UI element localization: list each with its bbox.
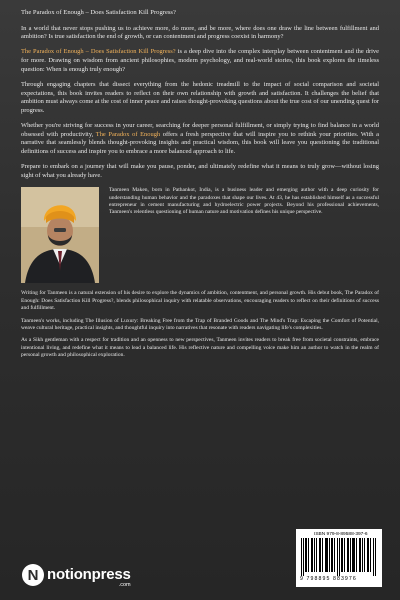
author-bio: Tanmeen Maken, born in Pathankot, India, is a business leader and emerging author with a deep curiosity for understanding human behavior and the paradoxes that shape our lives. At 43, he has established himself as a successful entrepreneur in cement manufacturing and hydroelectric power projects. Beyond his professional achievements, Tanmeen's relentless questioning of human nature and motivation defines his unique perspective.	[109, 187, 379, 216]
author-identity-paragraph: As a Sikh gentleman with a respect for tradition and an openness to new perspectives, Tanmeen invites readers to break free from societal constraints, embrace intentional living, and redefine what it means to lead a balanced life. His reflective nature and compelling voice make him an author to watch in the realm of personal growth and philosophical exploration.	[21, 337, 379, 358]
barcode-digits: 9 798895 883976	[300, 576, 357, 582]
closing-paragraph: Prepare to embark on a journey that will make you pause, ponder, and ultimately redefine what it means to truly grow—without losing sight of what you already have.	[21, 163, 379, 179]
isbn-number: ISBN 979-8-89588-397-6	[314, 532, 368, 537]
summary-paragraph	[21, 48, 379, 74]
publisher-logo-icon	[22, 564, 44, 586]
publisher-name: notionpress	[47, 566, 131, 583]
isbn-barcode	[296, 529, 382, 587]
publisher-domain-suffix: .com	[118, 582, 131, 588]
publisher-logo-letter: N	[27, 566, 39, 584]
summary-text: is a deep dive into the complex interplay between contentment and the drive for more. Drawing on wisdom from ancient philosophies, modern psychology, and real-world stories, this book explores the timeless question: When is enough truly enough?	[21, 48, 379, 73]
intro-paragraph: In a world that never stops pushing us to achieve more, do more, and be more, where does one draw the line between fulfillment and ambition? Is true satisfaction the end of growth, or can contentment and progress coexist in harmony?	[21, 24, 379, 41]
author-details	[21, 290, 379, 359]
publisher-wordmark	[47, 566, 131, 588]
author-section	[21, 187, 379, 283]
author-photo	[21, 187, 99, 283]
chapters-paragraph: Through engaging chapters that dissect everything from the hedonic treadmill to the impact of social comparison and societal expectations, this book invites readers to reflect on their own relationship with growth and satisfaction. It challenges the belief that ambition must always come at the cost of inner peace and raises thought-provoking questions about the true cost of our unending quest for progress.	[21, 80, 379, 114]
author-portrait-illustration	[21, 187, 99, 283]
book-title-highlight: The Paradox of Enough – Does Satisfaction Kill Progress?	[21, 48, 176, 56]
headline: The Paradox of Enough – Does Satisfaction Kill Progress?	[21, 9, 176, 16]
barcode-icon	[300, 538, 378, 576]
book-title-highlight-short: The Paradox of Enough	[95, 130, 161, 138]
audience-paragraph	[21, 122, 379, 157]
author-writing-paragraph: Writing for Tanmeen is a natural extension of his desire to explore the dynamics of ambition, contentment, and personal growth. His debut book, The Paradox of Enough: Does Satisfaction Kill Progress?, blends philosophical inquiry with relatable observations, encouraging readers to reflect on their definitions of success and fulfillment.	[21, 290, 379, 311]
audience-text-before: Whether you're striving for success in your career, searching for deeper personal fulfillment, or simply trying to find balance in a world obsessed with productivity,	[21, 122, 379, 138]
author-works-paragraph: Tanmeen's works, including The Illusion of Luxury: Breaking Free from the Trap of Branded Goods and The Mind's Trap: Escaping the Comfort of Potential, weave cultural heritage, practical insights, and thoughtful inquiry into narratives that resonate with readers navigating life's complexities.	[21, 317, 379, 331]
publisher-logo	[22, 564, 131, 586]
audience-text-after: offers a fresh perspective that will inspire you to rethink your priorities. With a narrative that seamlessly blends thought-provoking insights and practical wisdom, this book will leave you questioning the traditional definitions of success and inspire you to embrace a more balanced approach to life.	[21, 130, 379, 155]
